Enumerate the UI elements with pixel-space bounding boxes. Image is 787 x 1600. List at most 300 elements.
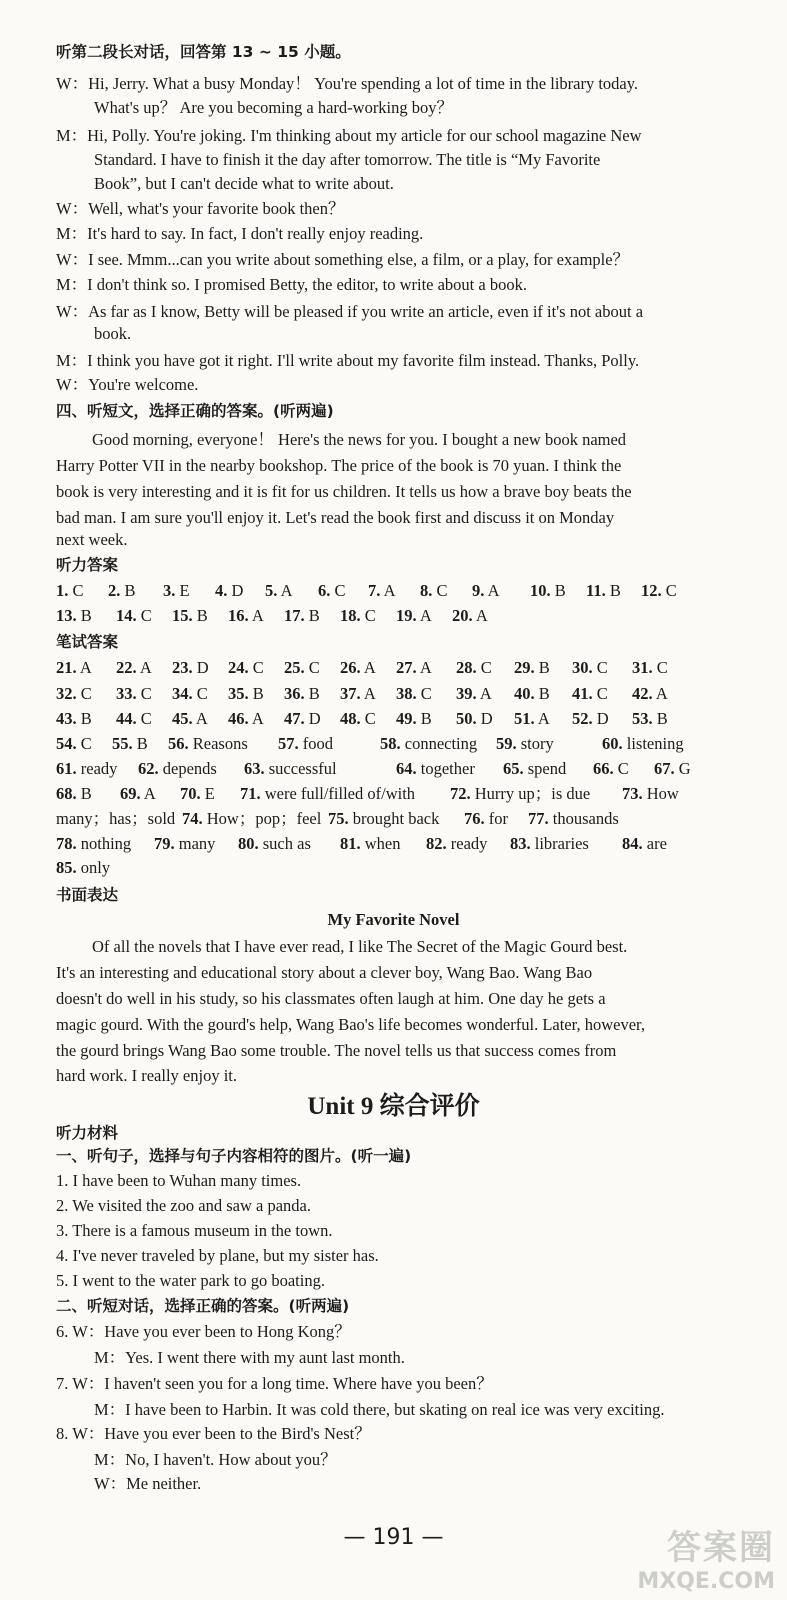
- answer-value: E: [200, 784, 215, 803]
- answer-number: 41.: [572, 684, 593, 703]
- answer-value: B: [416, 709, 432, 728]
- section-heading-part1: 一、听句子，选择与句子内容相符的图片。(听一遍): [56, 1147, 412, 1165]
- answer-number: 51.: [514, 709, 535, 728]
- answer-number: 7.: [368, 581, 381, 600]
- answer-number: 80.: [238, 834, 259, 853]
- answer-value: food: [298, 734, 333, 753]
- answer-value: A: [360, 684, 376, 703]
- answer-number: 14.: [116, 606, 137, 625]
- dialogue-line: M：I don't think so. I promised Betty, the editor, to write about a book.: [56, 275, 527, 294]
- answer-value: B: [192, 606, 208, 625]
- answer-item: [396, 606, 432, 626]
- answer-item: [172, 709, 208, 729]
- answer-number: 30.: [572, 658, 593, 677]
- answer-number: 46.: [228, 709, 249, 728]
- answer-item: [172, 606, 208, 626]
- answer-item: [456, 658, 492, 678]
- answer-item: [172, 684, 208, 704]
- answer-number: 83.: [510, 834, 531, 853]
- answer-value: A: [416, 658, 432, 677]
- answer-number: 17.: [284, 606, 305, 625]
- answer-number: 50.: [456, 709, 477, 728]
- answer-number: 23.: [172, 658, 193, 677]
- answer-value: C: [416, 684, 432, 703]
- answer-number: 15.: [172, 606, 193, 625]
- answer-item: [56, 858, 110, 878]
- answer-value: brought back: [348, 809, 440, 828]
- answer-value: D: [192, 658, 209, 677]
- answer-value: nothing: [76, 834, 132, 853]
- answer-value: A: [416, 606, 432, 625]
- essay-line: the gourd brings Wang Bao some trouble. The novel tells us that success comes from: [56, 1041, 617, 1060]
- watermark-text: 答案圈: [667, 1528, 775, 1568]
- answer-value: for: [484, 809, 508, 828]
- dialogue-line: W：I see. Mmm...can you write about something else, a film, or a play, for example？: [56, 250, 630, 269]
- answer-value: only: [76, 858, 111, 877]
- answer-number: 85.: [56, 858, 77, 877]
- listening-materials-heading: 听力材料: [56, 1124, 119, 1142]
- dialogue-line: book.: [94, 324, 132, 343]
- answer-number: 77.: [528, 809, 549, 828]
- answer-item: [396, 658, 432, 678]
- answer-number: 65.: [503, 759, 524, 778]
- answer-item: [586, 581, 621, 601]
- answer-value: listening: [622, 734, 684, 753]
- answer-item: [503, 759, 566, 779]
- answer-value: A: [248, 606, 264, 625]
- dialogue-line: M：It's hard to say. In fact, I don't really enjoy reading.: [56, 224, 424, 243]
- answer-item: [328, 809, 439, 829]
- answer-value: A: [476, 684, 492, 703]
- answer-value: B: [652, 709, 668, 728]
- answer-value: A: [192, 709, 208, 728]
- sentence-item: 2. We visited the zoo and saw a panda.: [56, 1196, 311, 1215]
- answer-number: 72.: [450, 784, 471, 803]
- answer-value: C: [68, 581, 84, 600]
- answer-number: 60.: [602, 734, 623, 753]
- unit-title: Unit 9 综合评价: [307, 1093, 480, 1120]
- answer-item: [450, 784, 590, 804]
- dialogue-line: W：Well, what's your favorite book then？: [56, 199, 345, 218]
- answer-value: A: [360, 658, 376, 677]
- answer-value: B: [304, 606, 320, 625]
- answer-item: [284, 606, 320, 626]
- answer-number: 2.: [108, 581, 121, 600]
- answer-value: How；pop；feel: [202, 809, 322, 828]
- answer-value: Hurry up；is due: [470, 784, 591, 803]
- answer-number: 33.: [116, 684, 137, 703]
- answer-item: [116, 606, 152, 626]
- answer-item: [284, 684, 320, 704]
- answer-item: [514, 658, 550, 678]
- answer-number: 54.: [56, 734, 77, 753]
- dialogue-item: M：No, I haven't. How about you？: [94, 1450, 337, 1469]
- answer-number: 37.: [340, 684, 361, 703]
- answer-value: A: [380, 581, 396, 600]
- answer-number: 35.: [228, 684, 249, 703]
- essay-line: doesn't do well in his study, so his classmates often laugh at him. One day he gets a: [56, 989, 606, 1008]
- answer-value: C: [661, 581, 677, 600]
- answer-value: A: [277, 581, 293, 600]
- answer-value: A: [472, 606, 488, 625]
- answer-item: [510, 834, 589, 854]
- answer-item: [340, 709, 376, 729]
- answer-number: 40.: [514, 684, 535, 703]
- answer-value: B: [76, 709, 92, 728]
- answer-number: 47.: [284, 709, 305, 728]
- sentence-item: 3. There is a famous museum in the town.: [56, 1221, 333, 1240]
- answer-item: [496, 734, 554, 754]
- answer-item: [56, 606, 92, 626]
- answer-value: connecting: [400, 734, 478, 753]
- answer-item: [56, 759, 117, 779]
- answer-value: Reasons: [188, 734, 248, 753]
- answer-number: 68.: [56, 784, 77, 803]
- answer-number: 75.: [328, 809, 349, 828]
- answer-number: 67.: [654, 759, 675, 778]
- answer-number: 73.: [622, 784, 643, 803]
- answer-item: [215, 581, 243, 601]
- answer-value: story: [516, 734, 554, 753]
- answer-value: thousands: [548, 809, 619, 828]
- answer-number: 5.: [265, 581, 278, 600]
- listening-answers-heading: 听力答案: [56, 556, 119, 574]
- answer-value: G: [674, 759, 691, 778]
- watermark-url: MXQE.COM: [637, 1569, 775, 1594]
- answer-number: 28.: [456, 658, 477, 677]
- answer-item: [56, 684, 92, 704]
- answer-item: [396, 684, 432, 704]
- answer-value: C: [360, 709, 376, 728]
- passage-line: Harry Potter VII in the nearby bookshop. The price of the book is 70 yuan. I think the: [56, 456, 622, 475]
- answer-number: 26.: [340, 658, 361, 677]
- answer-value: A: [484, 581, 500, 600]
- answer-number: 25.: [284, 658, 305, 677]
- answer-number: 55.: [112, 734, 133, 753]
- answer-value: B: [605, 581, 621, 600]
- passage-line: next week.: [56, 530, 128, 549]
- section-heading-13-15: 听第二段长对话，回答第 13 ~ 15 小题。: [56, 43, 351, 61]
- dialogue-item: W：Me neither.: [94, 1474, 202, 1493]
- sentence-item: 1. I have been to Wuhan many times.: [56, 1171, 302, 1190]
- answer-number: 3.: [163, 581, 176, 600]
- written-answers-heading: 笔试答案: [56, 633, 119, 651]
- answer-number: 13.: [56, 606, 77, 625]
- answer-value: A: [248, 709, 264, 728]
- answer-value: B: [120, 581, 136, 600]
- dialogue-item: 6. W：Have you ever been to Hong Kong？: [56, 1322, 351, 1341]
- answer-number: 81.: [340, 834, 361, 853]
- answer-value: D: [592, 709, 609, 728]
- answer-item: [318, 581, 346, 601]
- answer-item: [340, 684, 376, 704]
- answer-number: 10.: [530, 581, 551, 600]
- dialogue-item: 7. W：I haven't seen you for a long time. Where have you been？: [56, 1374, 493, 1393]
- answer-value: C: [248, 658, 264, 677]
- answer-value: C: [360, 606, 376, 625]
- answer-item: [56, 658, 92, 678]
- answer-item: [265, 581, 293, 601]
- answer-value: many；has；sold: [56, 809, 176, 828]
- answer-item: [632, 658, 668, 678]
- essay-heading: 书面表达: [56, 886, 119, 904]
- answer-value: such as: [258, 834, 311, 853]
- answer-value: C: [136, 684, 152, 703]
- answer-value: B: [76, 606, 92, 625]
- answer-item: [56, 709, 92, 729]
- answer-number: 57.: [278, 734, 299, 753]
- answer-value: C: [476, 658, 492, 677]
- answer-number: 52.: [572, 709, 593, 728]
- answer-value: when: [360, 834, 401, 853]
- answer-item: [182, 809, 321, 829]
- answer-item: [340, 606, 376, 626]
- answer-item: [116, 658, 152, 678]
- answer-item: [56, 581, 84, 601]
- answer-item: [426, 834, 487, 854]
- answer-item: [514, 684, 550, 704]
- answer-number: 66.: [593, 759, 614, 778]
- answer-item: [641, 581, 677, 601]
- answer-item: [622, 834, 667, 854]
- answer-number: 19.: [396, 606, 417, 625]
- answer-value: C: [76, 734, 92, 753]
- answer-number: 8.: [420, 581, 433, 600]
- dialogue-line: W：You're welcome.: [56, 375, 199, 394]
- answer-item: [108, 581, 136, 601]
- answer-value: ready: [446, 834, 488, 853]
- essay-title: My Favorite Novel: [327, 910, 460, 929]
- answer-number: 84.: [622, 834, 643, 853]
- answer-item: [116, 709, 152, 729]
- essay-line: Of all the novels that I have ever read, I like The Secret of the Magic Gourd best.: [92, 937, 628, 956]
- answer-value: depends: [158, 759, 217, 778]
- answer-item: [56, 809, 175, 829]
- answer-number: 36.: [284, 684, 305, 703]
- answer-item: [396, 709, 432, 729]
- answer-item: [172, 658, 209, 678]
- answer-value: ready: [76, 759, 118, 778]
- answer-value: E: [175, 581, 190, 600]
- answer-value: libraries: [530, 834, 589, 853]
- answer-number: 45.: [172, 709, 193, 728]
- dialogue-line: What's up？ Are you becoming a hard-working boy？: [94, 98, 454, 117]
- answer-item: [180, 784, 215, 804]
- answer-value: C: [652, 658, 668, 677]
- answer-number: 1.: [56, 581, 69, 600]
- answer-value: A: [140, 784, 156, 803]
- answer-value: C: [304, 658, 320, 677]
- answer-number: 18.: [340, 606, 361, 625]
- answer-number: 21.: [56, 658, 77, 677]
- dialogue-item: 8. W：Have you ever been to the Bird's Nest？: [56, 1424, 371, 1443]
- answer-number: 27.: [396, 658, 417, 677]
- answer-value: A: [534, 709, 550, 728]
- answer-item: [420, 581, 448, 601]
- answer-number: 49.: [396, 709, 417, 728]
- watermark: [637, 1520, 775, 1594]
- answer-item: [340, 834, 401, 854]
- answer-item: [572, 684, 608, 704]
- answer-item: [654, 759, 691, 779]
- passage-line: bad man. I am sure you'll enjoy it. Let's read the book first and discuss it on Monday: [56, 508, 615, 527]
- dialogue-line: M：Hi, Polly. You're joking. I'm thinking about my article for our school magazine New: [56, 126, 642, 145]
- answer-value: B: [534, 684, 550, 703]
- answer-number: 32.: [56, 684, 77, 703]
- answer-number: 22.: [116, 658, 137, 677]
- answer-number: 11.: [586, 581, 606, 600]
- answer-item: [572, 658, 608, 678]
- answer-number: 29.: [514, 658, 535, 677]
- answer-item: [622, 784, 679, 804]
- answer-value: C: [76, 684, 92, 703]
- answer-number: 4.: [215, 581, 228, 600]
- answer-value: C: [592, 684, 608, 703]
- answer-item: [530, 581, 566, 601]
- answer-item: [284, 709, 321, 729]
- answer-item: [56, 834, 131, 854]
- answer-item: [602, 734, 684, 754]
- answer-number: 16.: [228, 606, 249, 625]
- answer-item: [244, 759, 337, 779]
- dialogue-line: M：I think you have got it right. I'll write about my favorite film instead. Thanks, Polly.: [56, 351, 640, 370]
- answer-value: D: [227, 581, 244, 600]
- answer-number: 61.: [56, 759, 77, 778]
- answer-value: B: [304, 684, 320, 703]
- answer-number: 43.: [56, 709, 77, 728]
- answer-value: B: [248, 684, 264, 703]
- answer-item: [593, 759, 629, 779]
- answer-value: A: [652, 684, 668, 703]
- answer-number: 69.: [120, 784, 141, 803]
- answer-value: B: [550, 581, 566, 600]
- answer-number: 6.: [318, 581, 331, 600]
- answer-value: C: [592, 658, 608, 677]
- answer-number: 58.: [380, 734, 401, 753]
- answer-number: 59.: [496, 734, 517, 753]
- answer-number: 63.: [244, 759, 265, 778]
- essay-line: magic gourd. With the gourd's help, Wang Bao's life becomes wonderful. Later, however,: [56, 1015, 645, 1034]
- answer-number: 82.: [426, 834, 447, 853]
- answer-value: C: [432, 581, 448, 600]
- answer-number: 62.: [138, 759, 159, 778]
- answer-value: C: [613, 759, 629, 778]
- answer-value: spend: [523, 759, 567, 778]
- answer-number: 74.: [182, 809, 203, 828]
- answer-item: [380, 734, 477, 754]
- sentence-item: 5. I went to the water park to go boating.: [56, 1271, 325, 1290]
- answer-number: 78.: [56, 834, 77, 853]
- answer-number: 71.: [240, 784, 261, 803]
- answer-item: [528, 809, 619, 829]
- answer-value: are: [642, 834, 667, 853]
- answer-item: [116, 684, 152, 704]
- answer-item: [228, 684, 264, 704]
- answer-item: [464, 809, 508, 829]
- answer-item: [456, 709, 493, 729]
- answer-item: [228, 658, 264, 678]
- answer-number: 79.: [154, 834, 175, 853]
- answer-item: [396, 759, 475, 779]
- answer-item: [340, 658, 376, 678]
- answer-value: D: [304, 709, 321, 728]
- page-number: — 191 —: [343, 1525, 444, 1550]
- answer-value: B: [132, 734, 148, 753]
- answer-value: D: [476, 709, 493, 728]
- answer-item: [368, 581, 396, 601]
- answer-item: [238, 834, 311, 854]
- dialogue-item: M：I have been to Harbin. It was cold there, but skating on real ice was very exciting.: [94, 1400, 665, 1419]
- answer-item: [56, 734, 92, 754]
- answer-number: 53.: [632, 709, 653, 728]
- answer-item: [284, 658, 320, 678]
- answer-number: 76.: [464, 809, 485, 828]
- answer-item: [154, 834, 215, 854]
- answer-item: [120, 784, 156, 804]
- sentence-item: 4. I've never traveled by plane, but my sister has.: [56, 1246, 379, 1265]
- answer-number: 44.: [116, 709, 137, 728]
- answer-value: together: [416, 759, 475, 778]
- answer-number: 39.: [456, 684, 477, 703]
- passage-line: Good morning, everyone！ Here's the news for you. I bought a new book named: [92, 430, 627, 449]
- answer-value: C: [136, 709, 152, 728]
- answer-number: 34.: [172, 684, 193, 703]
- answer-value: were full/filled of/with: [260, 784, 416, 803]
- answer-item: [632, 684, 668, 704]
- answer-item: [138, 759, 217, 779]
- answer-value: C: [192, 684, 208, 703]
- section-heading-part2: 二、听短对话，选择正确的答案。(听两遍): [56, 1297, 350, 1315]
- answer-number: 42.: [632, 684, 653, 703]
- answer-number: 24.: [228, 658, 249, 677]
- answer-item: [163, 581, 190, 601]
- answer-item: [456, 684, 492, 704]
- answer-value: C: [330, 581, 346, 600]
- answer-number: 64.: [396, 759, 417, 778]
- answer-number: 48.: [340, 709, 361, 728]
- answer-value: A: [76, 658, 92, 677]
- answer-number: 20.: [452, 606, 473, 625]
- answer-number: 56.: [168, 734, 189, 753]
- dialogue-line: Book”, but I can't decide what to write about.: [94, 174, 394, 193]
- answer-item: [472, 581, 500, 601]
- answer-number: 9.: [472, 581, 485, 600]
- answer-value: B: [76, 784, 92, 803]
- answer-number: 38.: [396, 684, 417, 703]
- dialogue-item: M：Yes. I went there with my aunt last month.: [94, 1348, 405, 1367]
- answer-item: [228, 709, 264, 729]
- answer-value: How: [642, 784, 679, 803]
- answer-item: [572, 709, 609, 729]
- answer-item: [112, 734, 148, 754]
- answer-item: [452, 606, 488, 626]
- answer-value: many: [174, 834, 216, 853]
- answer-value: A: [136, 658, 152, 677]
- answer-item: [228, 606, 264, 626]
- dialogue-line: W：As far as I know, Betty will be pleased if you write an article, even if it's not about a: [56, 302, 644, 321]
- answer-item: [278, 734, 333, 754]
- answer-item: [514, 709, 550, 729]
- answer-value: B: [534, 658, 550, 677]
- essay-line: It's an interesting and educational story about a clever boy, Wang Bao. Wang Bao: [56, 963, 593, 982]
- answer-number: 12.: [641, 581, 662, 600]
- answer-item: [240, 784, 415, 804]
- answer-value: successful: [264, 759, 337, 778]
- answer-number: 70.: [180, 784, 201, 803]
- dialogue-line: Standard. I have to finish it the day after tomorrow. The title is “My Favorite: [94, 150, 601, 169]
- answer-item: [632, 709, 668, 729]
- passage-line: book is very interesting and it is fit for us children. It tells us how a brave boy beats the: [56, 482, 632, 501]
